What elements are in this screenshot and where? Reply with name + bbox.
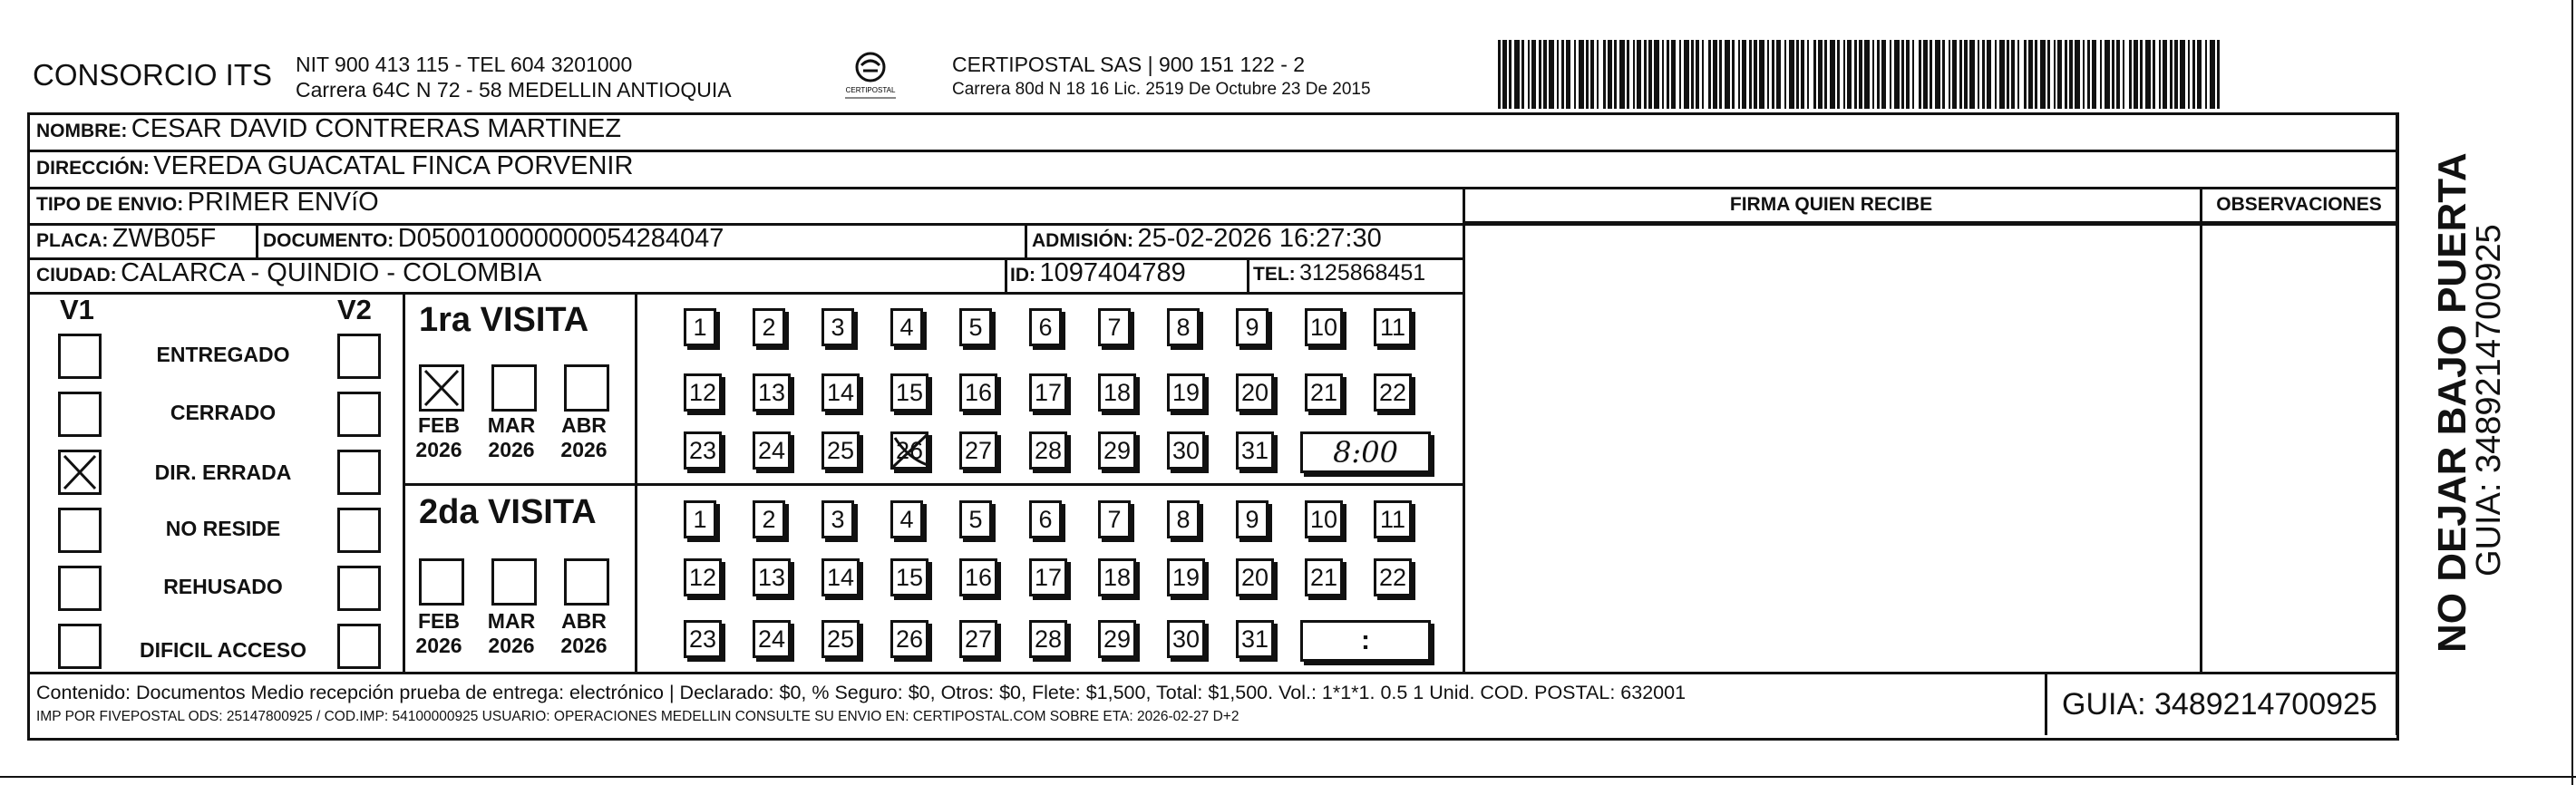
barcode-bar: [1859, 40, 1862, 109]
barcode-bar: [1702, 40, 1704, 109]
visit1-day-27[interactable]: 27: [959, 431, 997, 470]
visit1-day-11[interactable]: 11: [1374, 308, 1412, 346]
barcode-bar: [2123, 40, 2124, 109]
barcode-bar: [1514, 40, 1520, 109]
carrier-line-1: CERTIPOSTAL SAS | 900 151 122 - 2: [952, 53, 1306, 76]
certipostal-logo: [834, 47, 907, 105]
barcode-bar: [1667, 40, 1669, 109]
checkmark-x-icon: [422, 367, 462, 409]
city-cell: [36, 258, 541, 288]
visit1-day-12[interactable]: 12: [684, 373, 722, 412]
name-label: NOMBRE:: [36, 121, 128, 141]
v2-label: V2: [337, 294, 372, 325]
v1-checkbox-dir-errada[interactable]: [58, 450, 102, 495]
footer-print-line: IMP POR FIVEPOSTAL ODS: 25147800925 / COD.IMP: 54100000925 USUARIO: OPERACIONES MEDELLIN CONSULTE SU ENVIO EN: CERTIPOSTAL.COM SOBRE ETA: 2026-02-27 D+2: [36, 709, 1239, 724]
barcode-bar: [2069, 40, 2073, 109]
visit2-day-20[interactable]: 20: [1236, 558, 1274, 596]
barcode-bar: [1749, 40, 1752, 109]
barcode-bar: [1952, 40, 1957, 109]
barcode-bar: [1627, 40, 1629, 109]
barcode-bar: [1708, 40, 1711, 109]
barcode-bar: [1608, 40, 1612, 109]
admission-label: ADMISIÓN:: [1032, 230, 1133, 251]
barcode-bar: [2047, 40, 2050, 109]
barcode-bar: [2116, 40, 2120, 109]
visit1-month-abr-checkbox[interactable]: [564, 364, 609, 412]
barcode-bar: [1923, 40, 1928, 109]
barcode-bar: [1837, 40, 1840, 109]
barcode-bar: [1877, 40, 1880, 109]
barcode-bar: [1987, 40, 1991, 109]
barcode-bar: [1995, 40, 1997, 109]
scan-edge: [0, 776, 2576, 778]
document-label: DOCUMENTO:: [263, 230, 394, 251]
barcode-bar: [1637, 40, 1641, 109]
visit1-day-16[interactable]: 16: [959, 373, 997, 412]
barcode-bar: [2197, 40, 2202, 109]
visit2-day-23[interactable]: 23: [684, 620, 722, 658]
visit1-month-feb-checkbox[interactable]: [419, 364, 464, 412]
visit1-day-23[interactable]: 23: [684, 431, 722, 470]
company-line-1: NIT 900 413 115 - TEL 604 3201000: [296, 53, 633, 76]
barcode-bar: [1854, 40, 1857, 109]
barcode-bar: [1818, 40, 1823, 109]
visit1-day-3[interactable]: 3: [821, 308, 854, 346]
barcode-bar: [2035, 40, 2037, 109]
signature-label: FIRMA QUIEN RECIBE: [1729, 194, 1933, 215]
visit2-day-26[interactable]: 26: [890, 620, 928, 658]
barcode-bar: [1528, 40, 1530, 109]
visit2-day-27[interactable]: 27: [959, 620, 997, 658]
barcode-bar: [1725, 40, 1730, 109]
status-dificil-acceso: DIFICIL ACCESO: [139, 638, 306, 662]
barcode-bar: [1843, 40, 1845, 109]
barcode-bar: [2145, 40, 2151, 109]
barcode-bar: [1648, 40, 1652, 109]
barcode-bar: [2153, 40, 2155, 109]
barcode-bar: [2180, 40, 2185, 109]
visit1-day-14[interactable]: 14: [821, 373, 860, 412]
barcode-bar: [1959, 40, 1962, 109]
status-rehusado: REHUSADO: [163, 575, 283, 598]
visit2-day-10[interactable]: 10: [1305, 500, 1343, 538]
v2-checkbox-cerrado[interactable]: [337, 392, 381, 437]
barcode-bar: [1872, 40, 1874, 109]
visit2-month-mar-checkbox[interactable]: [491, 558, 537, 606]
city-value: CALARCA - QUINDIO - COLOMBIA: [121, 258, 542, 287]
barcode-bar: [1684, 40, 1689, 109]
visit1-day-8[interactable]: 8: [1167, 308, 1200, 346]
barcode-bar: [2112, 40, 2114, 109]
visit2-month-feb: FEB 2026: [415, 609, 462, 657]
address-label: DIRECCIÓN:: [36, 158, 150, 179]
plate-value: ZWB05F: [112, 224, 217, 253]
visit2-day-18[interactable]: 18: [1098, 558, 1136, 596]
visit1-day-30[interactable]: 30: [1167, 431, 1205, 470]
visit2-day-6[interactable]: 6: [1029, 500, 1062, 538]
plate-cell: [36, 224, 216, 254]
admission-value: 25-02-2026 16:27:30: [1137, 224, 1382, 253]
barcode-bar: [1679, 40, 1681, 109]
barcode-bar: [1894, 40, 1900, 109]
visit1-day-6[interactable]: 6: [1029, 308, 1062, 346]
visit1-title: 1ra VISITA: [419, 301, 589, 339]
visit2-day-15[interactable]: 15: [890, 558, 928, 596]
name-row: [36, 114, 621, 144]
barcode-bar: [2024, 40, 2027, 109]
visit1-time-box[interactable]: [1300, 431, 1431, 473]
barcode-bar: [1732, 40, 1735, 109]
barcode-bar: [1549, 40, 1554, 109]
visit2-month-mar: MAR 2026: [487, 609, 536, 657]
visit1-day-1[interactable]: 1: [684, 308, 716, 346]
id-label: ID:: [1010, 265, 1035, 286]
cross-out-icon: [889, 431, 931, 472]
observations-label: OBSERVACIONES: [2216, 194, 2382, 215]
shipment-type-label: TIPO DE ENVIO:: [36, 194, 184, 215]
visit1-day-21[interactable]: 21: [1305, 373, 1343, 412]
barcode-bar: [1603, 40, 1606, 109]
barcode-bar: [1789, 40, 1794, 109]
v1-checkbox-entregado[interactable]: [58, 334, 102, 379]
barcode-bar: [1644, 40, 1647, 109]
barcode-bar: [2129, 40, 2132, 109]
barcode-bar: [2007, 40, 2009, 109]
visit1-month-abr: ABR 2026: [560, 413, 608, 461]
v1-label: V1: [60, 294, 94, 325]
visit2-day-12[interactable]: 12: [684, 558, 722, 596]
barcode-bar: [1662, 40, 1664, 109]
visit1-day-28[interactable]: 28: [1029, 431, 1067, 470]
barcode-bar: [1586, 40, 1589, 109]
footer-content-line: Contenido: Documentos Medio recepción prueba de entrega: electrónico | Declarado: $0, % Seguro: $0, Otros: $0, Flete: $1,500, Total: $1,500. Vol.: 1*1*1. 0.5 1 Unid. COD. POSTAL: 632001: [36, 682, 1687, 703]
visit1-day-31[interactable]: 31: [1236, 431, 1274, 470]
barcode-bar: [1881, 40, 1886, 109]
visit1-day-9[interactable]: 9: [1236, 308, 1269, 346]
side-warning: NO DEJAR BAJO PUERTA: [2430, 152, 2474, 653]
visit2-day-31[interactable]: 31: [1236, 620, 1274, 658]
visit1-day-7[interactable]: 7: [1098, 308, 1131, 346]
barcode-bar: [2065, 40, 2067, 109]
barcode-bar: [1713, 40, 1717, 109]
barcode-bar: [1776, 40, 1781, 109]
shipment-type-row: [36, 188, 379, 218]
visit2-day-19[interactable]: 19: [1167, 558, 1205, 596]
barcode-bar: [2028, 40, 2033, 109]
barcode-bar: [2217, 40, 2220, 109]
visit2-month-abr: ABR 2026: [560, 609, 608, 657]
tel-cell: [1253, 260, 1425, 286]
visit1-day-22[interactable]: 22: [1374, 373, 1412, 412]
checkmark-x-icon: [61, 452, 99, 492]
barcode-bar: [1824, 40, 1827, 109]
barcode-bar: [1813, 40, 1816, 109]
v2-checkbox-rehusado[interactable]: [337, 566, 381, 611]
barcode-bar: [1597, 40, 1599, 109]
barcode-bar: [1796, 40, 1799, 109]
v1-checkbox-cerrado[interactable]: [58, 392, 102, 437]
barcode-bar: [2054, 40, 2056, 109]
barcode-bar: [1619, 40, 1625, 109]
visit1-day-20[interactable]: 20: [1236, 373, 1274, 412]
barcode-bar: [1531, 40, 1536, 109]
barcode-bar: [1772, 40, 1774, 109]
scan-edge-right: [2571, 0, 2573, 785]
barcode-bar: [1719, 40, 1722, 109]
barcode-bar: [1942, 40, 1945, 109]
barcode-bar: [1498, 40, 1501, 109]
barcode-bar: [2087, 40, 2090, 109]
barcode-bar: [2210, 40, 2215, 109]
visit1-day-4[interactable]: 4: [890, 308, 923, 346]
barcode-bar: [1633, 40, 1635, 109]
barcode-bar: [1671, 40, 1676, 109]
company-name: CONSORCIO ITS: [33, 58, 273, 92]
barcode-bar: [1759, 40, 1764, 109]
barcode-bar: [1539, 40, 1541, 109]
recipient-address: VEREDA GUACATAL FINCA PORVENIR: [153, 151, 634, 180]
barcode-bar: [1691, 40, 1694, 109]
visit2-day-24[interactable]: 24: [753, 620, 791, 658]
visit2-day-21[interactable]: 21: [1305, 558, 1343, 596]
visit2-day-22[interactable]: 22: [1374, 558, 1412, 596]
barcode-bar: [1784, 40, 1786, 109]
visit2-day-16[interactable]: 16: [959, 558, 997, 596]
barcode-bar: [1969, 40, 1975, 109]
barcode-bar: [2140, 40, 2143, 109]
visit2-day-17[interactable]: 17: [1029, 558, 1067, 596]
visit2-day-25[interactable]: 25: [821, 620, 860, 658]
barcode-bar: [1561, 40, 1564, 109]
barcode-bar: [2192, 40, 2195, 109]
visit2-day-13[interactable]: 13: [753, 558, 791, 596]
barcode-bar: [1696, 40, 1699, 109]
visit1-day-5[interactable]: 5: [959, 308, 992, 346]
document-cell: [263, 224, 724, 254]
visit2-day-14[interactable]: 14: [821, 558, 860, 596]
plate-label: PLACA:: [36, 230, 109, 251]
barcode-bar: [2205, 40, 2207, 109]
side-frame: [2396, 112, 2398, 735]
barcode-bar: [2040, 40, 2046, 109]
barcode-bar: [1930, 40, 1932, 109]
barcode-bar: [1754, 40, 1757, 109]
observations-area[interactable]: [2202, 224, 2395, 672]
barcode-bar: [2105, 40, 2110, 109]
barcode-bar: [2163, 40, 2167, 109]
barcode-bar: [1543, 40, 1547, 109]
visit2-month-abr-checkbox[interactable]: [564, 558, 609, 606]
carrier-line-2: Carrera 80d N 18 16 Lic. 2519 De Octubre 23 De 2015: [952, 80, 1371, 99]
recipient-name: CESAR DAVID CONTRERAS MARTINEZ: [131, 114, 622, 143]
barcode-bar: [1590, 40, 1594, 109]
status-entregado: ENTREGADO: [156, 343, 290, 366]
visit1-month-feb: FEB 2026: [415, 413, 462, 461]
barcode-bar: [1919, 40, 1921, 109]
city-label: CIUDAD:: [36, 265, 117, 286]
visit1-day-13[interactable]: 13: [753, 373, 791, 412]
v2-checkbox-no-reside[interactable]: [337, 508, 381, 553]
barcode-bar: [1557, 40, 1559, 109]
visit2-day-7[interactable]: 7: [1098, 500, 1131, 538]
id-cell: [1010, 258, 1186, 288]
barcode-bar: [1982, 40, 1985, 109]
barcode-bar: [1890, 40, 1891, 109]
tel-label: TEL:: [1253, 264, 1296, 285]
barcode-bar: [2188, 40, 2190, 109]
barcode-bar: [1901, 40, 1904, 109]
v1-checkbox-rehusado[interactable]: [58, 566, 102, 611]
visit1-month-mar-checkbox[interactable]: [491, 364, 537, 412]
barcode-bar: [2075, 40, 2080, 109]
visit2-month-feb-checkbox[interactable]: [419, 558, 464, 606]
visit1-day-10[interactable]: 10: [1305, 308, 1343, 346]
tel-value: 3125868451: [1299, 260, 1426, 286]
barcode-bar: [2100, 40, 2102, 109]
visit2-day-29[interactable]: 29: [1098, 620, 1136, 658]
barcode-bar: [1742, 40, 1746, 109]
visit2-day-4[interactable]: 4: [890, 500, 923, 538]
barcode-bar: [1964, 40, 1968, 109]
status-no-reside: NO RESIDE: [165, 517, 281, 540]
v1-checkbox-dificil-acceso[interactable]: [58, 624, 102, 669]
barcode-bar: [1847, 40, 1852, 109]
barcode-bar: [1949, 40, 1950, 109]
barcode-bar: [1801, 40, 1804, 109]
visit1-day-25[interactable]: 25: [821, 431, 860, 470]
barcode-bar: [1978, 40, 1979, 109]
barcode-bar: [2017, 40, 2019, 109]
barcode-bar: [1935, 40, 1940, 109]
visit2-day-3[interactable]: 3: [821, 500, 854, 538]
id-value: 1097404789: [1039, 258, 1186, 287]
visit1-day-29[interactable]: 29: [1098, 431, 1136, 470]
shipment-type: PRIMER ENVíO: [187, 188, 379, 217]
company-line-2: Carrera 64C N 72 - 58 MEDELLIN ANTIOQUIA: [296, 78, 732, 102]
visit2-day-8[interactable]: 8: [1167, 500, 1200, 538]
v2-checkbox-dir-errada[interactable]: [337, 450, 381, 495]
address-row: [36, 151, 633, 181]
visit1-day-2[interactable]: 2: [753, 308, 785, 346]
barcode-bar: [2134, 40, 2138, 109]
visit2-day-2[interactable]: 2: [753, 500, 785, 538]
barcode-bar: [1767, 40, 1769, 109]
visit2-time-box[interactable]: [1300, 620, 1431, 662]
barcode-bar: [1906, 40, 1910, 109]
admission-cell: [1032, 224, 1382, 254]
v2-checkbox-entregado[interactable]: [337, 334, 381, 379]
visit2-day-11[interactable]: 11: [1374, 500, 1412, 538]
barcode-bar: [1830, 40, 1835, 109]
barcode-bar: [1999, 40, 2005, 109]
barcode-bar: [1807, 40, 1809, 109]
visit1-day-19[interactable]: 19: [1167, 373, 1205, 412]
barcode-bar: [1574, 40, 1576, 109]
barcode-bar: [1738, 40, 1740, 109]
visit1-day-24[interactable]: 24: [753, 431, 791, 470]
footer-guia: GUIA: 3489214700925: [2062, 687, 2377, 722]
visit1-day-26[interactable]: 26: [890, 431, 928, 470]
visit2-day-28[interactable]: 28: [1029, 620, 1067, 658]
barcode-bar: [1864, 40, 1870, 109]
visit2-day-30[interactable]: 30: [1167, 620, 1205, 658]
visit2-time: :: [1361, 625, 1370, 655]
barcode: [1498, 38, 2223, 111]
visit2-day-1[interactable]: 1: [684, 500, 716, 538]
visit1-day-18[interactable]: 18: [1098, 373, 1136, 412]
barcode-bar: [2011, 40, 2015, 109]
visit1-day-15[interactable]: 15: [890, 373, 928, 412]
barcode-bar: [1566, 40, 1570, 109]
barcode-bar: [2092, 40, 2096, 109]
status-cerrado: CERRADO: [170, 401, 277, 424]
barcode-bar: [2083, 40, 2085, 109]
barcode-bar: [1579, 40, 1584, 109]
v1-checkbox-no-reside[interactable]: [58, 508, 102, 553]
barcode-bar: [1912, 40, 1914, 109]
v2-checkbox-dificil-acceso[interactable]: [337, 624, 381, 669]
barcode-bar: [1502, 40, 1507, 109]
document-value: D050010000000054284047: [397, 224, 724, 253]
barcode-bar: [2057, 40, 2062, 109]
barcode-bar: [1654, 40, 1659, 109]
visit1-month-mar: MAR 2026: [487, 413, 536, 461]
visit2-day-5[interactable]: 5: [959, 500, 992, 538]
visit1-time: 8:00: [1333, 435, 1398, 470]
signature-area[interactable]: [1465, 224, 2200, 672]
logo-text: CERTIPOSTAL: [845, 86, 896, 94]
visit1-day-17[interactable]: 17: [1029, 373, 1067, 412]
visit2-title: 2da VISITA: [419, 493, 597, 531]
barcode-bar: [2170, 40, 2173, 109]
status-dir-errada: DIR. ERRADA: [154, 460, 292, 484]
visit2-day-9[interactable]: 9: [1236, 500, 1269, 538]
side-guia: GUIA: 3489214700925: [2470, 224, 2508, 577]
barcode-bar: [1509, 40, 1512, 109]
barcode-bar: [2174, 40, 2178, 109]
barcode-bar: [1521, 40, 1524, 109]
barcode-bar: [1614, 40, 1617, 109]
barcode-bar: [2159, 40, 2161, 109]
